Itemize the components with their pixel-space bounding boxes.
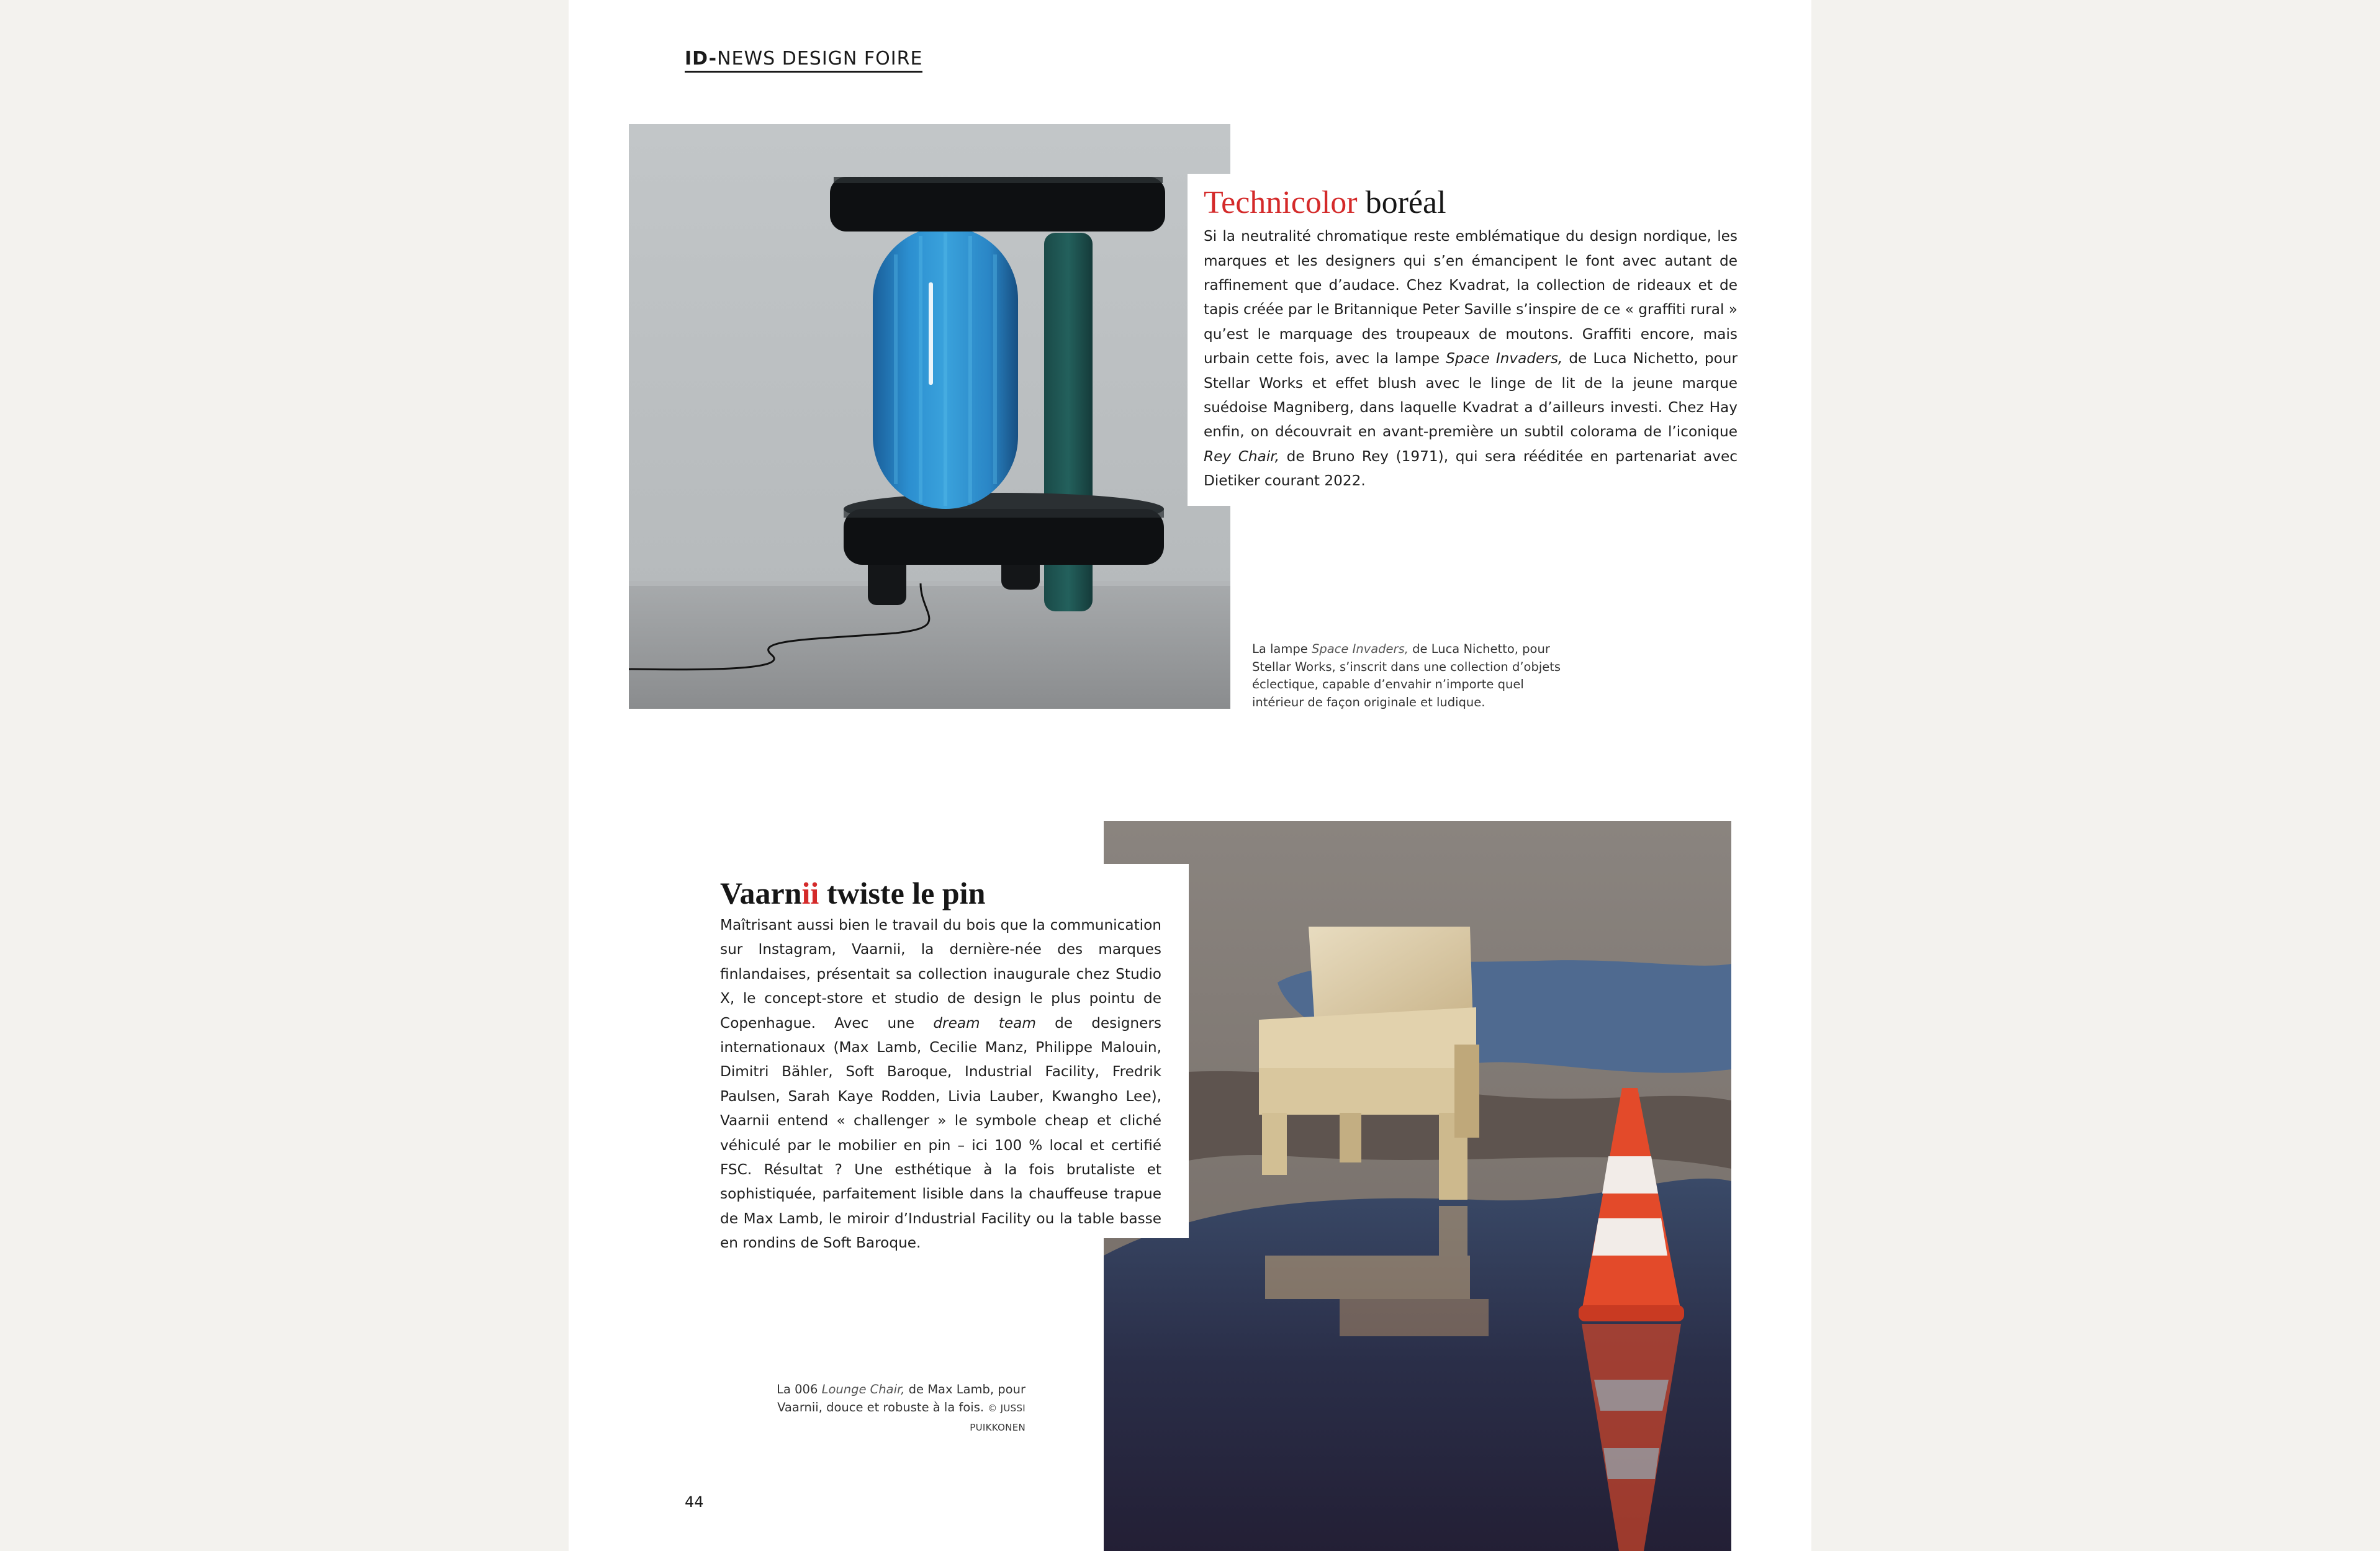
caption-text: de Luca Nichetto, pour Stellar Works, s’inscrit dans une collection d’objets éclectique, capable d’envahir n’importe quel intérieur de façon originale et ludique. bbox=[1252, 642, 1561, 709]
body-run: de Luca Nichetto, pour Stellar Works et effet blush avec le linge de lit de la jeune marque suédoise Magniberg, dans laquelle Kvadrat a d’ailleurs investi. Chez Hay enfin, on découvrait en avant-première un subtil colorama de l’iconique bbox=[1204, 350, 1738, 441]
body-run: Si la neutralité chromatique reste emblématique du design nordique, les marques et les designers qui s’en émancipent le font avec autant de raffinement que d’audace. Chez Kvadrat, la collection de rideaux et de tapis créée par le Britannique Peter Saville s’inspire de ce « graffiti rural » qu’est le marquage des troupeaux de moutons. Graffiti encore, mais urbain cette fois, avec la lampe bbox=[1204, 228, 1738, 367]
body-italic: Space Invaders, bbox=[1446, 350, 1563, 367]
lamp-caption bbox=[1252, 641, 1562, 711]
article-title bbox=[1204, 185, 1738, 220]
article-body bbox=[720, 913, 1161, 1256]
caption-text: La lampe bbox=[1252, 642, 1312, 656]
magazine-page bbox=[569, 0, 1811, 1551]
title-accent: ii bbox=[801, 876, 819, 910]
page-number: 44 bbox=[685, 1493, 704, 1511]
caption-italic: Lounge Chair, bbox=[821, 1382, 905, 1396]
caption-italic: Space Invaders, bbox=[1311, 642, 1409, 656]
chair-caption bbox=[755, 1380, 1025, 1437]
photo-credit: © JUSSI PUIKKONEN bbox=[970, 1403, 1025, 1433]
section-rubric bbox=[685, 48, 922, 73]
rubric-text: NEWS DESIGN FOIRE bbox=[717, 48, 923, 70]
article-title bbox=[720, 876, 1189, 910]
chair-photo bbox=[1104, 821, 1731, 1551]
body-italic: Rey Chair, bbox=[1204, 447, 1280, 465]
chair-illustration bbox=[1104, 821, 1731, 1551]
article-vaarnii bbox=[720, 864, 1189, 1252]
title-part: twiste le pin bbox=[819, 876, 986, 910]
lamp-photo bbox=[629, 124, 1230, 709]
lamp-illustration bbox=[629, 124, 1230, 709]
title-part: Vaarn bbox=[720, 876, 802, 910]
article-body bbox=[1204, 224, 1738, 493]
title-rest: boréal bbox=[1357, 185, 1446, 220]
caption-text: de Max Lamb, pour Vaarnii, douce et robuste à la fois. bbox=[777, 1382, 1025, 1414]
caption-text: La 006 bbox=[777, 1382, 822, 1396]
body-italic: dream team bbox=[933, 1014, 1036, 1032]
body-run: de Bruno Rey (1971), qui sera rééditée en partenariat avec Dietiker courant 2022. bbox=[1204, 447, 1738, 490]
body-run: de designers internationaux (Max Lamb, Cecilie Manz, Philippe Malouin, Dimitri Bähler, Soft Baroque, Industrial Facility, Fredrik Paulsen, Sarah Kaye Rodden, Livia Lauber, Kwangho Lee), Vaarnii entend « challenger » le symbole cheap et cliché véhiculé par le mobilier en pin – ici 100 % local et certifié FSC. Résultat ? Une esthétique à la fois brutaliste et sophistiquée, parfaitement lisible dans la chauffeuse trapue de Max Lamb, le miroir d’Industrial Facility ou la table basse en rondins de Soft Baroque. bbox=[720, 1014, 1161, 1252]
body-run: Maîtrisant aussi bien le travail du bois que la communication sur Instagram, Vaarnii, la dernière-née des marques finlandaises, présentait sa collection inaugurale chez Studio X, le concept-store et studio de design le plus pointu de Copenhague. Avec une bbox=[720, 917, 1161, 1032]
floor-surface bbox=[629, 583, 1230, 709]
title-accent: Technicolor bbox=[1204, 185, 1358, 220]
rubric-prefix: ID- bbox=[685, 48, 718, 70]
article-technicolor bbox=[1188, 174, 1738, 506]
